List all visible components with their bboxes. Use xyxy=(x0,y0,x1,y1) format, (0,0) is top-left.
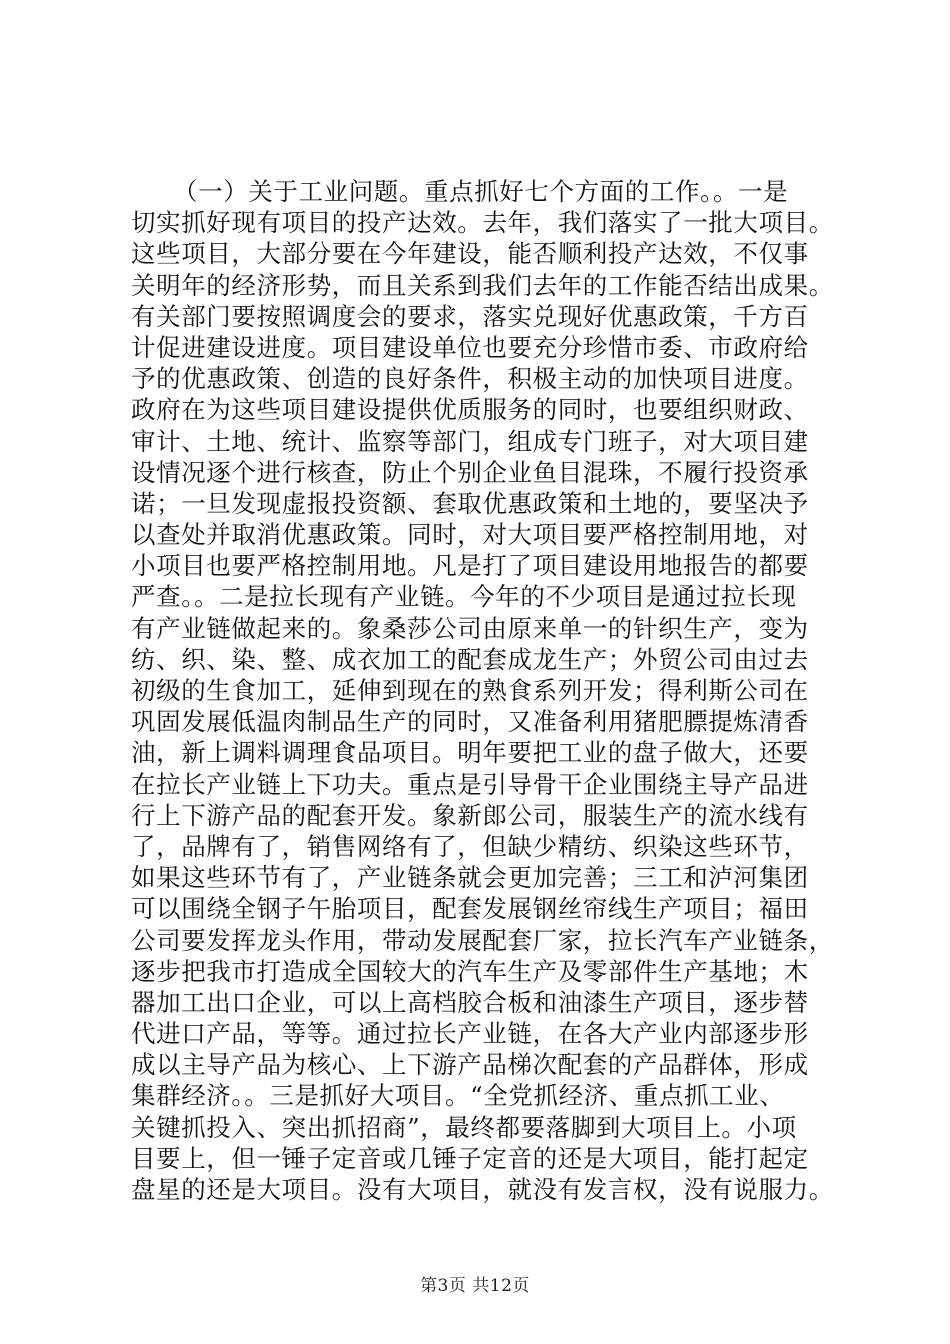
text-line: 初级的生食加工，延伸到现在的熟食系列开发；得利斯公司在 xyxy=(131,676,809,705)
text-line: 政府在为这些项目建设提供优质服务的同时，也要组织财政、 xyxy=(131,395,809,425)
text-line: 器加工出口企业，可以上高档胶合板和油漆生产项目，逐步替 xyxy=(131,987,809,1017)
text-line: 这些项目，大部分要在今年建设，能否顺利投产达效，不仅事 xyxy=(131,239,809,269)
text-line: 以查处并取消优惠政策。同时，对大项目要严格控制用地，对 xyxy=(131,520,809,550)
text-line: 公司要发挥龙头作用，带动发展配套厂家，拉长汽车产业链条， xyxy=(131,925,834,955)
text-line: 切实抓好现有项目的投产达效。去年，我们落实了一批大项目。 xyxy=(131,208,834,238)
text-line: 盘星的还是大项目。没有大项目，就没有发言权，没有说服力。 xyxy=(131,1175,834,1204)
text-line: 关键抓投入、突出抓招商”，最终都要落脚到大项目上。小项 xyxy=(131,1112,797,1142)
text-line: 成以主导产品为核心、上下游产品梯次配套的产品群体，形成 xyxy=(131,1050,809,1080)
text-line: （一）关于工业问题。重点抓好七个方面的工作。。一是 xyxy=(173,177,789,206)
text-line: 了，品牌有了，销售网络有了，但缺少精纺、织染这些环节， xyxy=(131,831,809,861)
text-line: 诺；一旦发现虚报投资额、套取优惠政策和土地的，要坚决予 xyxy=(131,488,809,518)
page-footer: 第3页 共12页 xyxy=(420,1276,530,1296)
text-line: 计促进建设进度。项目建设单位也要充分珍惜市委、市政府给 xyxy=(131,332,809,362)
text-line: 审计、土地、统计、监察等部门，组成专门班子，对大项目建 xyxy=(131,426,809,456)
text-line: 关明年的经济形势，而且关系到我们去年的工作能否结出成果。 xyxy=(131,270,834,300)
text-line: 巩固发展低温肉制品生产的同时，又准备利用猪肥膘提炼清香 xyxy=(131,707,809,737)
text-line: 集群经济。。三是抓好大项目。“全党抓经济、重点抓工业、 xyxy=(131,1081,785,1111)
text-line: 予的优惠政策、创造的良好条件，积极主动的加快项目进度。 xyxy=(131,364,809,394)
body-paragraph xyxy=(131,176,841,1205)
text-line: 油，新上调料调理食品项目。明年要把工业的盘子做大，还要 xyxy=(131,738,809,768)
text-line: 目要上，但一锤子定音或几锤子定音的还是大项目，能打起定 xyxy=(131,1143,809,1173)
text-line: 纺、织、染、整、成衣加工的配套成龙生产；外贸公司由过去 xyxy=(131,644,809,674)
text-line: 在拉长产业链上下功夫。重点是引导骨干企业围绕主导产品进 xyxy=(131,769,809,799)
text-line: 如果这些环节有了，产业链条就会更加完善；三工和泸河集团 xyxy=(131,863,809,893)
text-line: 小项目也要严格控制用地。凡是打了项目建设用地报告的都要 xyxy=(131,551,809,581)
text-line: 有关部门要按照调度会的要求，落实兑现好优惠政策，千方百 xyxy=(131,301,809,331)
text-line: 代进口产品，等等。通过拉长产业链，在各大产业内部逐步形 xyxy=(131,1019,809,1049)
text-line: 设情况逐个进行核查，防止个别企业鱼目混珠，不履行投资承 xyxy=(131,457,809,487)
text-line: 可以围绕全钢子午胎项目，配套发展钢丝帘线生产项目；福田 xyxy=(131,894,809,924)
text-line: 严查。。二是拉长现有产业链。今年的不少项目是通过拉长现 xyxy=(131,582,797,612)
text-line: 有产业链做起来的。象桑莎公司由原来单一的针织生产，变为 xyxy=(131,613,809,643)
text-line: 逐步把我市打造成全国较大的汽车生产及零部件生产基地；木 xyxy=(131,956,809,986)
text-line: 行上下游产品的配套开发。象新郎公司，服装生产的流水线有 xyxy=(131,800,809,830)
